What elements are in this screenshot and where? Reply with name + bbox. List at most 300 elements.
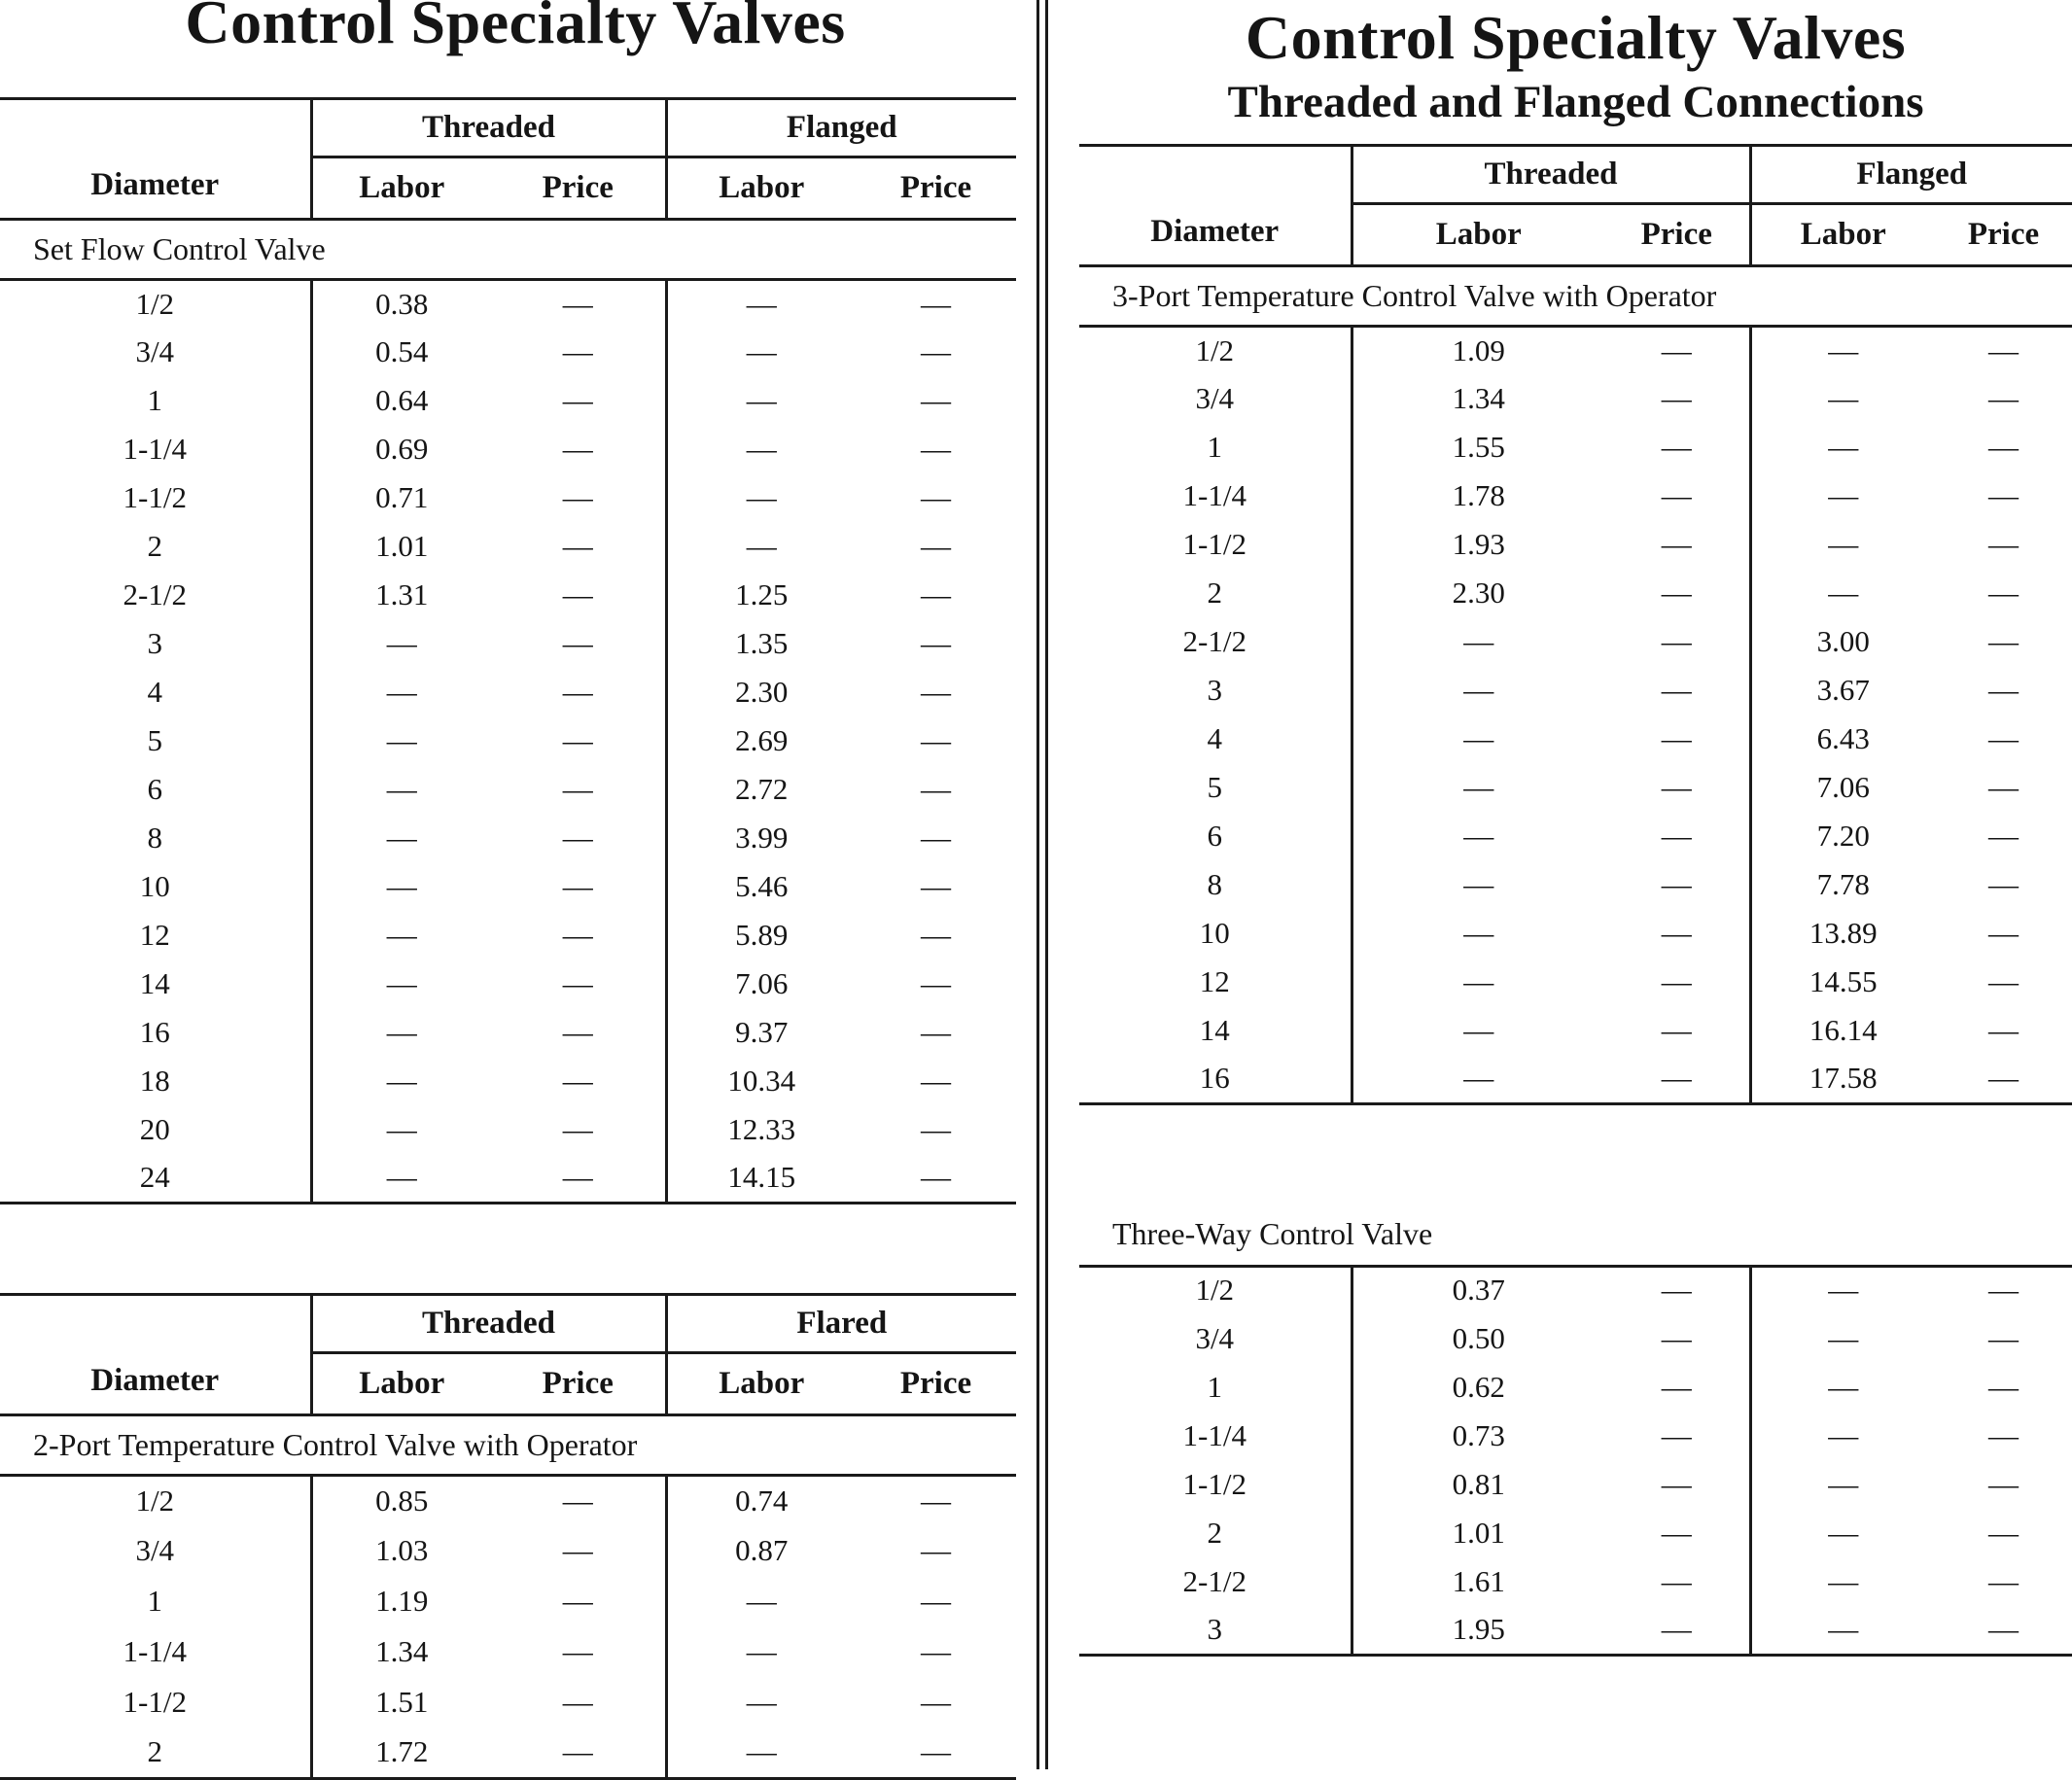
value-cell: — (921, 1015, 952, 1050)
table-row (0, 523, 1016, 572)
value-cell: 12.33 (666, 1106, 856, 1155)
diameter-cell: 1/2 (1195, 332, 1235, 367)
value-cell: — (1750, 570, 1935, 618)
table-row (1079, 472, 2072, 521)
value-cell: — (1750, 1606, 1935, 1655)
diameter-cell: 2 (1207, 1515, 1222, 1550)
diameter-cell: 6 (1207, 819, 1222, 854)
table-row (1079, 1314, 2072, 1363)
diameter-cell: 1 (147, 383, 162, 418)
value-cell: 6.43 (1750, 715, 1935, 764)
diameter-cell: 1-1/2 (1182, 1466, 1247, 1501)
diameter-cell: 20 (139, 1112, 170, 1147)
sub-header: Labor (666, 1353, 856, 1415)
value-cell: — (311, 1106, 491, 1155)
value-cell: — (311, 717, 491, 766)
value-cell: — (562, 1734, 593, 1769)
table-row (1079, 1056, 2072, 1104)
table-row (1079, 861, 2072, 910)
diameter-cell: 8 (1207, 867, 1222, 902)
value-cell: 16.14 (1750, 1007, 1935, 1056)
table-row (0, 815, 1016, 863)
section-title-row (0, 1415, 1016, 1476)
value-cell: — (1352, 861, 1604, 910)
section-title: Three-Way Control Valve (1079, 1205, 2072, 1266)
table-row (1079, 715, 2072, 764)
value-cell: 0.74 (666, 1476, 856, 1526)
value-cell: 1.03 (311, 1526, 491, 1577)
left-column (0, 0, 1031, 1769)
value-cell: — (1661, 867, 1692, 902)
section-title-row (1079, 266, 2072, 327)
diameter-cell: 10 (139, 869, 170, 904)
value-cell: — (1661, 1369, 1692, 1404)
diameter-cell: 5 (147, 723, 162, 758)
diameter-cell: 2 (147, 529, 162, 564)
table-row (1079, 667, 2072, 715)
diameter-cell: 1-1/2 (1182, 527, 1247, 562)
diameter-cell: 3 (1207, 1611, 1222, 1646)
value-cell: — (562, 1064, 593, 1099)
value-cell: — (666, 1577, 856, 1627)
value-cell: 0.85 (311, 1476, 491, 1526)
set-flow-control-valve-table (0, 97, 1016, 1204)
value-cell: — (666, 1678, 856, 1728)
group-header: Flanged (666, 99, 1016, 157)
value-cell: 7.06 (666, 960, 856, 1009)
diameter-cell: 2-1/2 (1182, 1563, 1247, 1598)
sub-header: Labor (1352, 204, 1604, 266)
page-title-left: Control Specialty Valves (185, 0, 846, 56)
value-cell: — (666, 474, 856, 523)
value-cell: — (921, 675, 952, 710)
header-group-row (0, 1295, 1016, 1353)
sub-header: Price (856, 1353, 1016, 1415)
value-cell: — (562, 675, 593, 710)
diameter-cell: 1/2 (1195, 1273, 1235, 1308)
table-row (0, 669, 1016, 717)
value-cell: 0.54 (311, 329, 491, 377)
value-cell: 14.55 (1750, 959, 1935, 1007)
sub-header: Price (491, 1353, 666, 1415)
value-cell: 2.72 (666, 766, 856, 815)
diameter-cell: 3/4 (1195, 381, 1235, 416)
value-cell: — (1661, 478, 1692, 513)
value-cell: — (1661, 332, 1692, 367)
table-row (0, 863, 1016, 912)
table-row (0, 1728, 1016, 1779)
value-cell: — (921, 772, 952, 807)
value-cell: — (1661, 721, 1692, 756)
value-cell: — (1661, 1417, 1692, 1452)
value-cell: 7.78 (1750, 861, 1935, 910)
table-row (0, 1577, 1016, 1627)
value-cell: — (1661, 381, 1692, 416)
right-column (1055, 0, 2072, 1769)
table-row (0, 329, 1016, 377)
value-cell: 0.69 (311, 426, 491, 474)
value-cell: — (562, 820, 593, 855)
diameter-header: Diameter (0, 99, 311, 220)
group-header: Threaded (1352, 146, 1750, 204)
diameter-cell: 4 (147, 675, 162, 710)
value-cell: 0.64 (311, 377, 491, 426)
diameter-cell: 2-1/2 (123, 577, 187, 612)
value-cell: — (1988, 1515, 2019, 1550)
value-cell: — (1988, 478, 2019, 513)
value-cell: 2.30 (666, 669, 856, 717)
value-cell: — (1352, 1056, 1604, 1104)
pricing-table (1079, 144, 2072, 1105)
value-cell: — (1352, 1007, 1604, 1056)
value-cell: — (1661, 770, 1692, 805)
table-row (1079, 618, 2072, 667)
value-cell: — (562, 334, 593, 369)
diameter-cell: 12 (139, 918, 170, 953)
diameter-cell: 1-1/4 (1182, 1417, 1247, 1452)
diameter-cell: 1 (1207, 1369, 1222, 1404)
value-cell: — (921, 432, 952, 467)
value-cell: — (1750, 1557, 1935, 1606)
table-row (0, 912, 1016, 960)
value-cell: — (1661, 1515, 1692, 1550)
table-row (0, 474, 1016, 523)
value-cell: — (1750, 1509, 1935, 1557)
sub-header: Labor (666, 157, 856, 220)
value-cell: — (311, 1058, 491, 1106)
value-cell: — (1988, 819, 2019, 854)
value-cell: — (562, 1160, 593, 1195)
value-cell: — (921, 1634, 952, 1669)
value-cell: 0.62 (1352, 1363, 1604, 1412)
value-cell: — (1988, 1369, 2019, 1404)
page-subtitle: Threaded and Flanged Connections (1227, 77, 1924, 127)
value-cell: — (562, 966, 593, 1001)
value-cell: — (1750, 1363, 1935, 1412)
value-cell: — (1988, 721, 2019, 756)
diameter-header: Diameter (1079, 146, 1352, 266)
value-cell: — (921, 869, 952, 904)
diameter-cell: 5 (1207, 770, 1222, 805)
diameter-cell: 6 (147, 772, 162, 807)
group-header: Flanged (1750, 146, 2072, 204)
value-cell: — (1352, 959, 1604, 1007)
table-row (1079, 959, 2072, 1007)
sub-header: Labor (1750, 204, 1935, 266)
value-cell: — (1988, 867, 2019, 902)
value-cell: — (1661, 1273, 1692, 1308)
table-row (1079, 910, 2072, 959)
value-cell: 0.50 (1352, 1314, 1604, 1363)
value-cell: 9.37 (666, 1009, 856, 1058)
value-cell: 1.95 (1352, 1606, 1604, 1655)
diameter-cell: 1-1/4 (1182, 478, 1247, 513)
value-cell: — (1988, 1563, 2019, 1598)
table-row (1079, 521, 2072, 570)
value-cell: — (1352, 910, 1604, 959)
value-cell: — (1352, 715, 1604, 764)
value-cell: 0.37 (1352, 1266, 1604, 1314)
diameter-cell: 1/2 (135, 286, 175, 321)
value-cell: — (1988, 770, 2019, 805)
section-title-row (0, 220, 1016, 280)
diameter-cell: 8 (147, 820, 162, 855)
value-cell: 1.51 (311, 1678, 491, 1728)
table-row (1079, 1266, 2072, 1314)
group-header: Flared (666, 1295, 1016, 1353)
value-cell: — (921, 723, 952, 758)
value-cell: — (1988, 1273, 2019, 1308)
table-row (1079, 1557, 2072, 1606)
value-cell: — (1661, 576, 1692, 611)
diameter-cell: 12 (1199, 964, 1230, 999)
value-cell: — (1750, 521, 1935, 570)
value-cell: — (1988, 916, 2019, 951)
table-row (0, 1106, 1016, 1155)
table-row (0, 717, 1016, 766)
sub-header: Labor (311, 1353, 491, 1415)
value-cell: 0.81 (1352, 1460, 1604, 1509)
table-row (0, 1155, 1016, 1204)
sub-header: Price (856, 157, 1016, 220)
table-row (0, 377, 1016, 426)
value-cell: 1.19 (311, 1577, 491, 1627)
value-cell: 2.69 (666, 717, 856, 766)
diameter-cell: 16 (1199, 1061, 1230, 1096)
value-cell: — (1661, 1320, 1692, 1355)
value-cell: — (921, 1734, 952, 1769)
table-row (1079, 1412, 2072, 1460)
value-cell: — (562, 577, 593, 612)
value-cell: — (562, 772, 593, 807)
sub-header: Price (1604, 204, 1750, 266)
diameter-cell: 4 (1207, 721, 1222, 756)
section-title: 3-Port Temperature Control Valve with Operator (1079, 266, 2072, 327)
section-title-row (1079, 1205, 2072, 1266)
value-cell: — (1661, 1611, 1692, 1646)
column-divider-rule (1036, 0, 1048, 1769)
value-cell: — (562, 383, 593, 418)
value-cell: — (1988, 1417, 2019, 1452)
value-cell: 1.78 (1352, 472, 1604, 521)
value-cell: — (1661, 430, 1692, 465)
value-cell: — (1750, 424, 1935, 472)
value-cell: — (921, 820, 952, 855)
value-cell: — (562, 1584, 593, 1619)
value-cell: — (921, 1483, 952, 1518)
value-cell: — (666, 1728, 856, 1779)
value-cell: 1.35 (666, 620, 856, 669)
diameter-cell: 16 (139, 1015, 170, 1050)
diameter-cell: 1-1/4 (123, 432, 187, 467)
value-cell: — (311, 1155, 491, 1204)
three-way-control-valve-table (1079, 1205, 2072, 1657)
diameter-cell: 3/4 (1195, 1320, 1235, 1355)
sub-header: Labor (311, 157, 491, 220)
value-cell: — (1988, 1320, 2019, 1355)
value-cell: — (1988, 1466, 2019, 1501)
value-cell: 2.30 (1352, 570, 1604, 618)
value-cell: 1.09 (1352, 327, 1604, 375)
group-header: Threaded (311, 99, 666, 157)
value-cell: — (921, 1685, 952, 1720)
value-cell: 1.31 (311, 572, 491, 620)
value-cell: — (921, 1112, 952, 1147)
header-group-row (0, 99, 1016, 157)
value-cell: — (921, 1584, 952, 1619)
value-cell: — (562, 869, 593, 904)
value-cell: — (1750, 1266, 1935, 1314)
value-cell: 1.34 (1352, 375, 1604, 424)
table-row (1079, 570, 2072, 618)
value-cell: — (1988, 1611, 2019, 1646)
diameter-cell: 1 (147, 1584, 162, 1619)
diameter-cell: 10 (1199, 916, 1230, 951)
value-cell: — (562, 286, 593, 321)
value-cell: — (1988, 1061, 2019, 1096)
value-cell: 13.89 (1750, 910, 1935, 959)
value-cell: — (1661, 624, 1692, 659)
value-cell: — (1750, 1460, 1935, 1509)
value-cell: 1.34 (311, 1627, 491, 1678)
diameter-cell: 14 (1199, 1013, 1230, 1048)
value-cell: — (311, 620, 491, 669)
table-row (1079, 1363, 2072, 1412)
value-cell: 10.34 (666, 1058, 856, 1106)
value-cell: — (1988, 332, 2019, 367)
table-row (0, 1526, 1016, 1577)
value-cell: — (1352, 813, 1604, 861)
diameter-cell: 1/2 (135, 1483, 175, 1518)
value-cell: 1.01 (311, 523, 491, 572)
table-row (1079, 327, 2072, 375)
table-row (1079, 764, 2072, 813)
value-cell: — (666, 523, 856, 572)
table-row (1079, 1007, 2072, 1056)
diameter-cell: 14 (139, 966, 170, 1001)
two-port-temperature-control-valve-table (0, 1293, 1016, 1780)
value-cell: — (311, 766, 491, 815)
value-cell: — (562, 1483, 593, 1518)
value-cell: 0.73 (1352, 1412, 1604, 1460)
table-row (1079, 1606, 2072, 1655)
value-cell: — (666, 1627, 856, 1678)
value-cell: — (1750, 375, 1935, 424)
value-cell: — (1988, 673, 2019, 708)
value-cell: — (311, 815, 491, 863)
value-cell: — (562, 626, 593, 661)
value-cell: — (562, 1634, 593, 1669)
page-title-right: Control Specialty Valves (1245, 3, 1907, 72)
diameter-header: Diameter (0, 1295, 311, 1415)
diameter-cell: 1 (1207, 430, 1222, 465)
group-header: Threaded (311, 1295, 666, 1353)
diameter-cell: 3/4 (135, 334, 175, 369)
diameter-cell: 2 (1207, 576, 1222, 611)
value-cell: 5.46 (666, 863, 856, 912)
value-cell: — (921, 480, 952, 515)
value-cell: — (1352, 618, 1604, 667)
table-row (1079, 813, 2072, 861)
diameter-cell: 3 (147, 626, 162, 661)
table-row (0, 1009, 1016, 1058)
value-cell: 3.99 (666, 815, 856, 863)
table-row (0, 572, 1016, 620)
value-cell: 5.89 (666, 912, 856, 960)
sub-header: Price (1935, 204, 2072, 266)
value-cell: 3.67 (1750, 667, 1935, 715)
value-cell: — (562, 529, 593, 564)
value-cell: — (562, 918, 593, 953)
table-row (0, 960, 1016, 1009)
value-cell: 1.72 (311, 1728, 491, 1779)
table-row (0, 766, 1016, 815)
value-cell: — (1661, 1466, 1692, 1501)
table-row (1079, 424, 2072, 472)
table-row (1079, 1509, 2072, 1557)
value-cell: — (666, 377, 856, 426)
section-title: 2-Port Temperature Control Valve with Operator (0, 1415, 1016, 1476)
value-cell: — (1661, 916, 1692, 951)
value-cell: — (1661, 819, 1692, 854)
value-cell: — (1988, 430, 2019, 465)
value-cell: — (666, 329, 856, 377)
value-cell: 14.15 (666, 1155, 856, 1204)
diameter-cell: 2-1/2 (1182, 624, 1247, 659)
value-cell: 0.87 (666, 1526, 856, 1577)
value-cell: — (562, 432, 593, 467)
diameter-cell: 3/4 (135, 1533, 175, 1568)
value-cell: — (1988, 381, 2019, 416)
value-cell: 1.55 (1352, 424, 1604, 472)
header-group-row (1079, 146, 2072, 204)
table-row (1079, 375, 2072, 424)
value-cell: — (562, 1685, 593, 1720)
value-cell: — (1661, 1563, 1692, 1598)
value-cell: 1.01 (1352, 1509, 1604, 1557)
value-cell: — (1352, 764, 1604, 813)
table-row (0, 426, 1016, 474)
value-cell: — (921, 966, 952, 1001)
diameter-cell: 18 (139, 1064, 170, 1099)
value-cell: — (1988, 964, 2019, 999)
table-row (0, 1678, 1016, 1728)
pricing-table (1079, 1205, 2072, 1657)
value-cell: — (562, 1015, 593, 1050)
value-cell: — (1750, 327, 1935, 375)
sub-header: Price (491, 157, 666, 220)
value-cell: — (311, 669, 491, 717)
value-cell: 0.38 (311, 280, 491, 329)
value-cell: — (1661, 1061, 1692, 1096)
value-cell: — (1750, 1314, 1935, 1363)
value-cell: — (921, 918, 952, 953)
value-cell: 1.61 (1352, 1557, 1604, 1606)
value-cell: 1.25 (666, 572, 856, 620)
value-cell: — (1750, 472, 1935, 521)
section-title: Set Flow Control Valve (0, 220, 1016, 280)
pricing-table (0, 97, 1016, 1204)
value-cell: — (921, 1064, 952, 1099)
value-cell: — (921, 577, 952, 612)
value-cell: 3.00 (1750, 618, 1935, 667)
value-cell: — (921, 286, 952, 321)
table-row (0, 620, 1016, 669)
value-cell: — (1988, 1013, 2019, 1048)
value-cell: — (562, 1112, 593, 1147)
value-cell: — (1988, 624, 2019, 659)
value-cell: — (311, 863, 491, 912)
